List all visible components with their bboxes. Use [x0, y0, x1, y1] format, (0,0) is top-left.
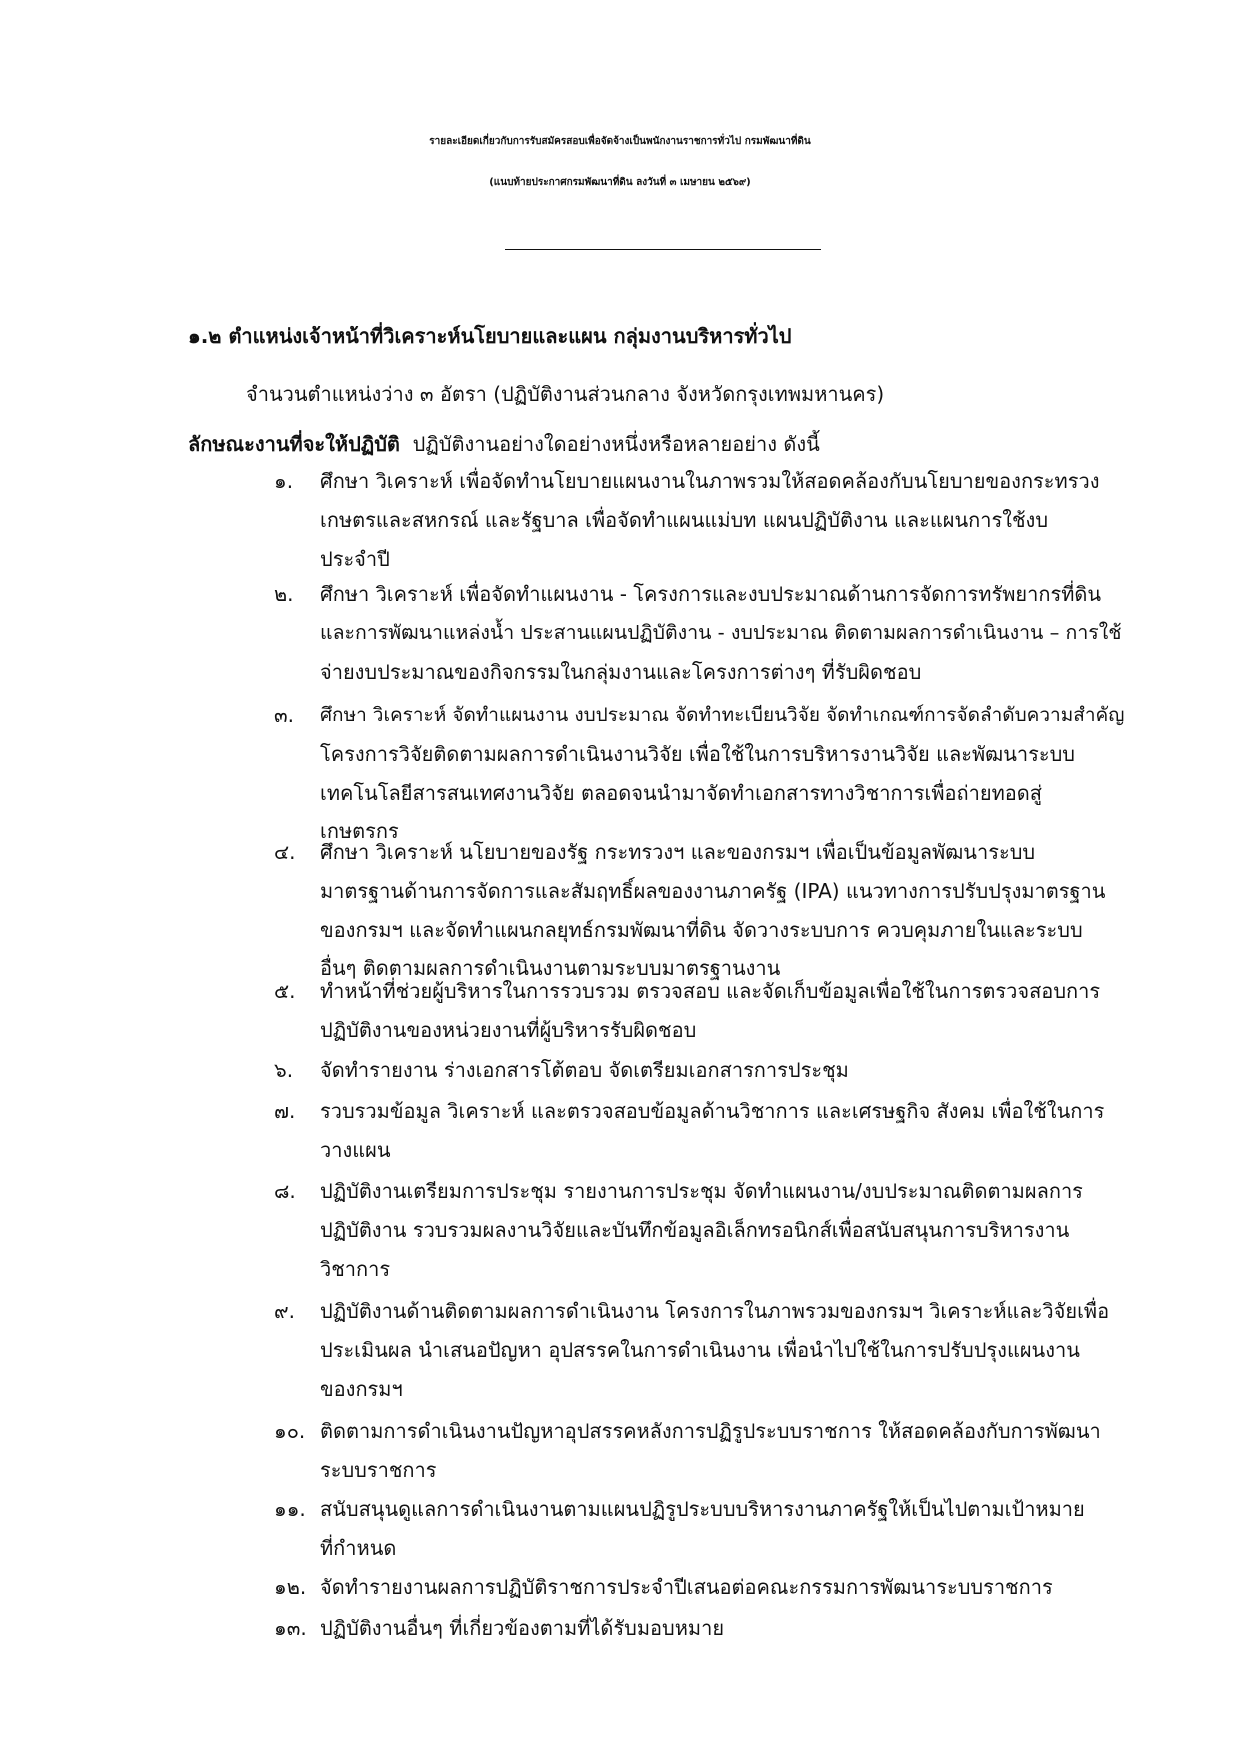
list-item-text: ปฏิบัติงานเตรียมการประชุม รายงานการประชุม จัดทำแผนงาน/งบประมาณติดตามผลการ — [320, 1179, 1083, 1203]
document-title: รายละเอียดเกี่ยวกับการรับสมัครสอบเพื่อจัดจ้างเป็นพนักงานราชการทั่วไป กรมพัฒนาที่ดิน — [429, 136, 811, 147]
list-item-text: เกษตรและสหกรณ์ และรัฐบาล เพื่อจัดทำแผนแม่บท แผนปฏิบัติงาน และแผนการใช้งบ — [320, 507, 1049, 532]
position-heading: ๑.๒ ตำแหน่งเจ้าหน้าที่วิเคราะห์นโยบายและแผน กลุ่มงานบริหารทั่วไป — [188, 324, 792, 348]
list-item-text: วางแผน — [320, 1137, 391, 1162]
vacancy-text: จำนวนตำแหน่งว่าง ๓ อัตรา (ปฏิบัติงานส่วนกลาง จังหวัดกรุงเทพมหานคร) — [246, 382, 885, 406]
list-item-number: ๓. — [274, 703, 295, 727]
list-item-text: และการพัฒนาแหล่งน้ำ ประสานแผนปฏิบัติงาน - งบประมาณ ติดตามผลการดำเนินงาน – การใช้ — [320, 620, 1122, 644]
list-item-text: จ่ายงบประมาณของกิจกรรมในกลุ่มงานและโครงการต่างๆ ที่รับผิดชอบ — [320, 659, 922, 684]
list-item-number: ๘. — [274, 1179, 296, 1203]
list-item-text: ศึกษา วิเคราะห์ เพื่อจัดทำแผนงาน - โครงการและงบประมาณด้านการจัดการทรัพยากรที่ดิน — [320, 582, 1102, 606]
list-item-text: ประจำปี — [320, 546, 390, 571]
list-item-text: ศึกษา วิเคราะห์ เพื่อจัดทำนโยบายแผนงานในภาพรวมให้สอดคล้องกับนโยบายของกระทรวง — [320, 469, 1100, 493]
list-item-text: จัดทำรายงานผลการปฏิบัติราชการประจำปีเสนอต่อคณะกรรมการพัฒนาระบบราชการ — [320, 1575, 1053, 1599]
list-item-text: โครงการวิจัยติดตามผลการดำเนินงานวิจัย เพื่อใช้ในการบริหารงานวิจัย และพัฒนาระบบ — [320, 741, 1075, 766]
list-item-number: ๑. — [274, 469, 294, 493]
list-item-number: ๑๒. — [274, 1575, 307, 1599]
list-item-text: ประเมินผล นำเสนอปัญหา อุปสรรคในการดำเนินงาน เพื่อนำไปใช้ในการปรับปรุงแผนงาน — [320, 1337, 1080, 1362]
list-item-number: ๖. — [274, 1058, 294, 1082]
list-item-text: ปฏิบัติงาน รวบรวมผลงานวิจัยและบันทึกข้อมูลอิเล็กทรอนิกส์เพื่อสนับสนุนการบริหารงาน — [320, 1217, 1070, 1242]
list-item-number: ๑๑. — [274, 1497, 306, 1521]
list-item-text: ศึกษา วิเคราะห์ จัดทำแผนงาน งบประมาณ จัดทำทะเบียนวิจัย จัดทำเกณฑ์การจัดลำดับความสำคัญ — [320, 704, 1125, 726]
list-item-text: ที่กำหนด — [320, 1535, 397, 1560]
list-item-text: เทคโนโลยีสารสนเทศงานวิจัย ตลอดจนนำมาจัดทำเอกสารทางวิชาการเพื่อถ่ายทอดสู่ — [320, 780, 1042, 805]
list-item-text: ติดตามการดำเนินงานปัญหาอุปสรรคหลังการปฏิรูประบบราชการ ให้สอดคล้องกับการพัฒนา — [320, 1419, 1101, 1443]
list-item-text: ศึกษา วิเคราะห์ นโยบายของรัฐ กระทรวงฯ และของกรมฯ เพื่อเป็นข้อมูลพัฒนาระบบ — [320, 840, 1036, 864]
list-item-text: รวบรวมข้อมูล วิเคราะห์ และตรวจสอบข้อมูลด้านวิชาการ และเศรษฐกิจ สังคม เพื่อใช้ในการ — [320, 1099, 1105, 1123]
list-item-text: ปฏิบัติงานด้านติดตามผลการดำเนินงาน โครงการในภาพรวมของกรมฯ วิเคราะห์และวิจัยเพื่อ — [320, 1299, 1110, 1323]
list-item-number: ๒. — [274, 582, 294, 606]
list-item-text: ทำหน้าที่ช่วยผู้บริหารในการรวบรวม ตรวจสอบ และจัดเก็บข้อมูลเพื่อใช้ในการตรวจสอบการ — [320, 979, 1101, 1003]
list-item-number: ๑๐. — [274, 1419, 306, 1443]
duties-intro-line — [188, 430, 820, 458]
document-subtitle: (แนบท้ายประกาศกรมพัฒนาที่ดิน ลงวันที่ ๓ เมษายน ๒๕๖๙) — [489, 177, 751, 188]
list-item-text: ปฏิบัติงานของหน่วยงานที่ผู้บริหารรับผิดชอบ — [320, 1017, 697, 1042]
list-item-text: จัดทำรายงาน ร่างเอกสารโต้ตอบ จัดเตรียมเอกสารการประชุม — [320, 1058, 849, 1082]
list-item-text: วิชาการ — [320, 1256, 391, 1281]
list-item-text: เกษตรกร — [320, 819, 399, 844]
list-item-text: ระบบราชการ — [320, 1457, 437, 1482]
list-item-number: ๕. — [274, 979, 296, 1003]
list-item-number: ๑๓. — [274, 1616, 307, 1640]
title-divider — [505, 249, 821, 250]
list-item-text: สนับสนุนดูแลการดำเนินงานตามแผนปฏิรูประบบบริหารงานภาครัฐให้เป็นไปตามเป้าหมาย — [320, 1497, 1085, 1521]
duties-intro: ปฏิบัติงานอย่างใดอย่างหนึ่งหรือหลายอย่าง ดังนี้ — [412, 432, 820, 456]
list-item-text: มาตรฐานด้านการจัดการและสัมฤทธิ์ผลของงานภาครัฐ (IPA) แนวทางการปรับปรุงมาตรฐาน — [320, 878, 1106, 903]
list-item-number: ๙. — [274, 1299, 296, 1323]
list-item-number: ๗. — [274, 1099, 296, 1123]
list-item-text: ของกรมฯ และจัดทำแผนกลยุทธ์กรมพัฒนาที่ดิน จัดวางระบบการ ควบคุมภายในและระบบ — [320, 917, 1083, 942]
list-item-text: ปฏิบัติงานอื่นๆ ที่เกี่ยวข้องตามที่ได้รับมอบหมาย — [320, 1616, 725, 1640]
list-item-text: อื่นๆ ติดตามผลการดำเนินงานตามระบบมาตรฐานงาน — [320, 956, 781, 981]
duties-label: ลักษณะงานที่จะให้ปฏิบัติ — [188, 432, 400, 456]
list-item-number: ๔. — [274, 840, 296, 864]
list-item-text: ของกรมฯ — [320, 1376, 403, 1401]
